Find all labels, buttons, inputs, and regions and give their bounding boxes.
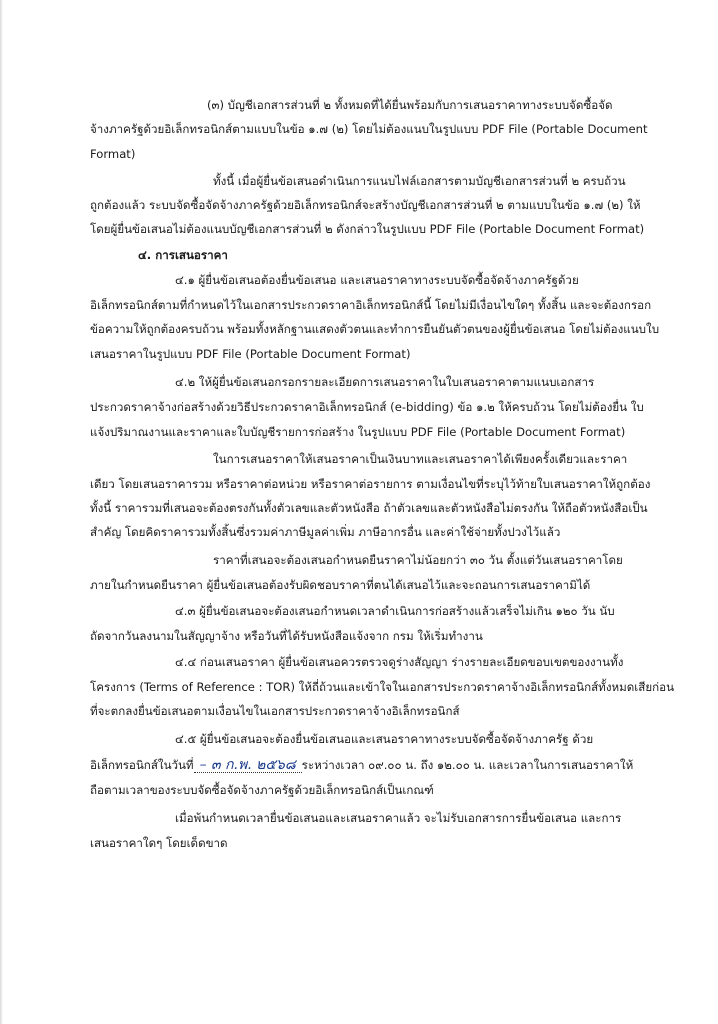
text-line: เสนอราคาในรูปแบบ PDF File (Portable Document Format) [90,347,411,361]
text-line: ประกวดราคาจ้างก่อสร้างด้วยวิธีประกวดราคาอิเล็กทรอนิกส์ (e-bidding) ข้อ ๑.๒ ให้ครบถ้วน โดยไม่ต้องยื่น ใบ [90,400,644,414]
text-line: โครงการ (Terms of Reference : TOR) ให้ถี่ถ้วนและเข้าใจในเอกสารประกวดราคาจ้างอิเล็กทรอนิกส์ทั้งหมดเสียก่อน [90,680,675,694]
date-line [90,757,633,773]
text-line: ๔.๕ ผู้ยื่นข้อเสนอจะต้องยื่นข้อเสนอและเสนอราคาทางระบบจัดซื้อจัดจ้างภาครัฐ ด้วย [175,732,594,746]
text-line: Format) [90,147,136,161]
text-line: ที่จะตกลงยื่นข้อเสนอตามเงื่อนไขในเอกสารประกวดราคาจ้างอิเล็กทรอนิกส์ [90,704,460,718]
text-line: ๔.๑ ผู้ยื่นข้อเสนอต้องยื่นข้อเสนอ และเสนอราคาทางระบบจัดซื้อจัดจ้างภาครัฐด้วย [175,273,579,287]
text-line: แจ้งปริมาณงานและราคาและใบบัญชีรายการก่อสร้าง ในรูปแบบ PDF File (Portable Document Format) [90,425,626,439]
text-line: ในการเสนอราคาให้เสนอราคาเป็นเงินบาทและเสนอราคาได้เพียงครั้งเดียวและราคา [213,452,628,466]
text-line: ถัดจากวันลงนามในสัญญาจ้าง หรือวันที่ได้รับหนังสือแจ้งจาก กรม ให้เริ่มทำงาน [90,629,483,643]
text-line: ๔.๓ ผู้ยื่นข้อเสนอจะต้องเสนอกำหนดเวลาดำเนินการก่อสร้างแล้วเสร็จไม่เกิน ๑๒๐ วัน นับ [175,604,615,618]
text-line: โดยผู้ยื่นข้อเสนอไม่ต้องแนบบัญชีเอกสารส่วนที่ ๒ ดังกล่าวในรูปแบบ PDF File (Portable Document Format) [90,222,645,236]
text-line: อิเล็กทรอนิกส์ตามที่กำหนดไว้ในเอกสารประกวดราคาอิเล็กทรอนิกส์นี้ โดยไม่มีเงื่อนไขใดๆ ทั้งสิ้น และจะต้องกรอก [90,298,652,312]
text-line: เมื่อพ้นกำหนดเวลายื่นข้อเสนอและเสนอราคาแล้ว จะไม่รับเอกสารการยื่นข้อเสนอ และการ [175,811,622,825]
text-line: จ้างภาครัฐด้วยอิเล็กทรอนิกส์ตามแบบในข้อ ๑.๗ (๒) โดยไม่ต้องแนบในรูปแบบ PDF File (Portable Document [90,122,648,136]
date-line-suffix: ระหว่างเวลา ๐๙.๐๐ น. ถึง ๑๒.๐๐ น. และเวลาในการเสนอราคาให้ [301,758,634,772]
handwritten-date: – ๓ ก.พ. ๒๕๖๘ [194,758,302,773]
date-line-prefix: อิเล็กทรอนิกส์ในวันที่ [90,758,194,772]
text-line: ข้อความให้ถูกต้องครบถ้วน พร้อมทั้งหลักฐานแสดงตัวตนและทำการยืนยันตัวตนของผู้ยื่นข้อเสนอ โดยไม่ต้องแนบใบ [90,322,660,336]
text-line: เสนอราคาใดๆ โดยเด็ดขาด [90,836,228,850]
text-line: ภายในกำหนดยืนราคา ผู้ยื่นข้อเสนอต้องรับผิดชอบราคาที่ตนได้เสนอไว้และจะถอนการเสนอราคามิได้ [90,578,591,592]
text-line: ทั้งนี้ เมื่อผู้ยื่นข้อเสนอดำเนินการแนบไฟล์เอกสารตามบัญชีเอกสารส่วนที่ ๒ ครบถ้วน [213,174,626,188]
text-line: เดียว โดยเสนอราคารวม หรือราคาต่อหน่วย หรือราคาต่อรายการ ตามเงื่อนไขที่ระบุไว้ท้ายใบเสนอราคาให้ถูกต้อง [90,477,651,491]
text-line: สำคัญ โดยคิดราคารวมทั้งสิ้นซึ่งรวมค่าภาษีมูลค่าเพิ่ม ภาษีอากรอื่น และค่าใช้จ่ายทั้งปวงไว้แล้ว [90,525,561,539]
text-line: ๔.๒ ให้ผู้ยื่นข้อเสนอกรอกรายละเอียดการเสนอราคาในใบเสนอราคาตามแนบเอกสาร [175,375,595,389]
section-heading: ๔. การเสนอราคา [138,248,228,262]
text-line: ทั้งนี้ ราคารวมที่เสนอจะต้องตรงกันทั้งตัวเลขและตัวหนังสือ ถ้าตัวเลขและตัวหนังสือไม่ตรงกัน ให้ถือตัวหนังสือเป็น [90,501,648,515]
text-line: (๓) บัญชีเอกสารส่วนที่ ๒ ทั้งหมดที่ได้ยื่นพร้อมกับการเสนอราคาทางระบบจัดซื้อจัด [207,98,613,112]
text-line: ๔.๔ ก่อนเสนอราคา ผู้ยื่นข้อเสนอควรตรวจดูร่างสัญญา ร่างรายละเอียดขอบเขตของงานทั้ง [175,655,624,669]
text-line: ถือตามเวลาของระบบจัดซื้อจัดจ้างภาครัฐด้วยอิเล็กทรอนิกส์เป็นเกณฑ์ [90,783,434,797]
text-line: ถูกต้องแล้ว ระบบจัดซื้อจัดจ้างภาครัฐด้วยอิเล็กทรอนิกส์จะสร้างบัญชีเอกสารส่วนที่ ๒ ตามแบบในข้อ ๑.๗ (๒) ให้ [90,198,641,212]
scan-edge-shadow [0,0,3,1024]
text-line: ราคาที่เสนอจะต้องเสนอกำหนดยืนราคาไม่น้อยกว่า ๓๐ วัน ตั้งแต่วันเสนอราคาโดย [213,553,623,567]
